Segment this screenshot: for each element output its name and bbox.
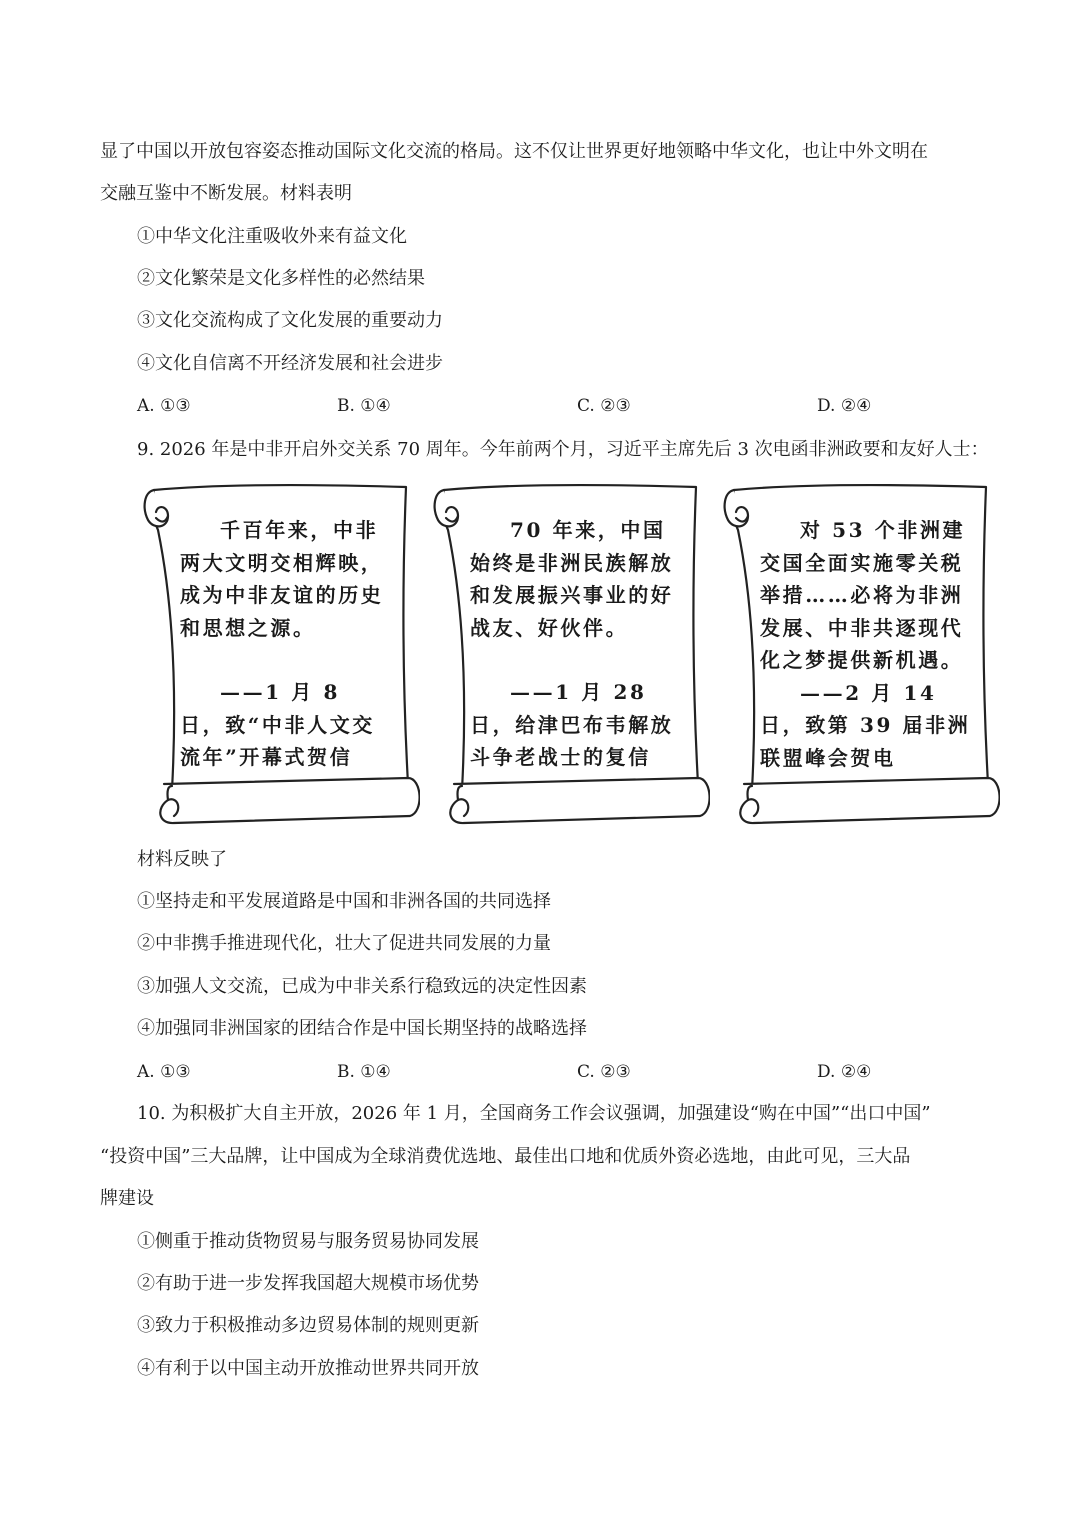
q9-choice-a[interactable]: A. ①③ [137,1062,191,1082]
q8-choice-a[interactable]: A. ①③ [137,396,191,416]
q9-choice-d[interactable]: D. ②④ [817,1062,872,1082]
q9-statement-2: ②中非携手推进现代化，壮大了促进共同发展的力量 [137,933,551,954]
scroll-2-source: ——1 月 28 日，给津巴布韦解放斗争老战士的复信 [470,680,674,769]
q9-choices [137,1060,897,1084]
q10-stem-line-3: 牌建设 [100,1188,154,1209]
scroll-3-text [760,514,974,774]
q9-choice-c[interactable]: C. ②③ [577,1062,631,1082]
q10-statement-4: ④有利于以中国主动开放推动世界共同开放 [137,1358,479,1379]
scroll-2-text [470,514,684,774]
q10-stem-line-2: “投资中国”三大品牌，让中国成为全球消费优选地、最佳出口地和优质外资必选地，由此可见，三大品 [100,1146,911,1167]
scroll-1-text [180,514,394,774]
scroll-3-body: 对 53 个非洲建交国全面实施零关税举措……必将为非洲发展、中非共逐现代化之梦提供新机遇。 [760,518,966,672]
q9-scroll-figure [140,478,1020,838]
q9-stem: 9. 2026 年是中非开启外交关系 70 周年。今年前两个月，习近平主席先后 3 次电函非洲政要和友好人士： [137,439,989,460]
q8-statement-4: ④文化自信离不开经济发展和社会进步 [137,353,443,374]
q8-stem-line-2: 交融互鉴中不断发展。材料表明 [100,183,352,204]
scroll-3-source: ——2 月 14 日，致第 39 届非洲联盟峰会贺电 [760,680,971,770]
q9-choice-b[interactable]: B. ①④ [337,1062,391,1082]
scroll-1 [140,478,420,838]
q9-statement-3: ③加强人文交流，已成为中非关系行稳致远的决定性因素 [137,976,587,997]
q10-statement-2: ②有助于进一步发挥我国超大规模市场优势 [137,1273,479,1294]
scroll-2-body: 70 年来，中国始终是非洲民族解放和发展振兴事业的好战友、好伙伴。 [470,518,674,640]
q9-statement-4: ④加强同非洲国家的团结合作是中国长期坚持的战略选择 [137,1018,587,1039]
q10-statement-3: ③致力于积极推动多边贸易体制的规则更新 [137,1315,479,1336]
q10-stem-line-1: 10. 为积极扩大自主开放，2026 年 1 月，全国商务工作会议强调，加强建设“购在中国”“出口中国” [137,1103,931,1124]
q10-statement-1: ①侧重于推动货物贸易与服务贸易协同发展 [137,1231,479,1252]
q8-choice-b[interactable]: B. ①④ [337,396,391,416]
scroll-2 [430,478,710,838]
q8-choice-c[interactable]: C. ②③ [577,396,631,416]
scroll-1-source: ——1 月 8 日，致“中非人文交流年”开幕式贺信 [180,680,375,769]
scroll-3 [720,478,1000,838]
q8-choice-d[interactable]: D. ②④ [817,396,872,416]
q8-choices [137,394,897,418]
q9-lead: 材料反映了 [137,849,227,870]
q8-statement-1: ①中华文化注重吸收外来有益文化 [137,226,407,247]
q8-statement-3: ③文化交流构成了文化发展的重要动力 [137,310,443,331]
q8-stem-line-1: 显了中国以开放包容姿态推动国际文化交流的格局。这不仅让世界更好地领略中华文化，也让中外文明在 [100,141,928,162]
q8-statement-2: ②文化繁荣是文化多样性的必然结果 [137,268,425,289]
q9-statement-1: ①坚持走和平发展道路是中国和非洲各国的共同选择 [137,891,551,912]
scroll-1-body: 千百年来，中非两大文明交相辉映，成为中非友谊的历史和思想之源。 [180,518,384,640]
